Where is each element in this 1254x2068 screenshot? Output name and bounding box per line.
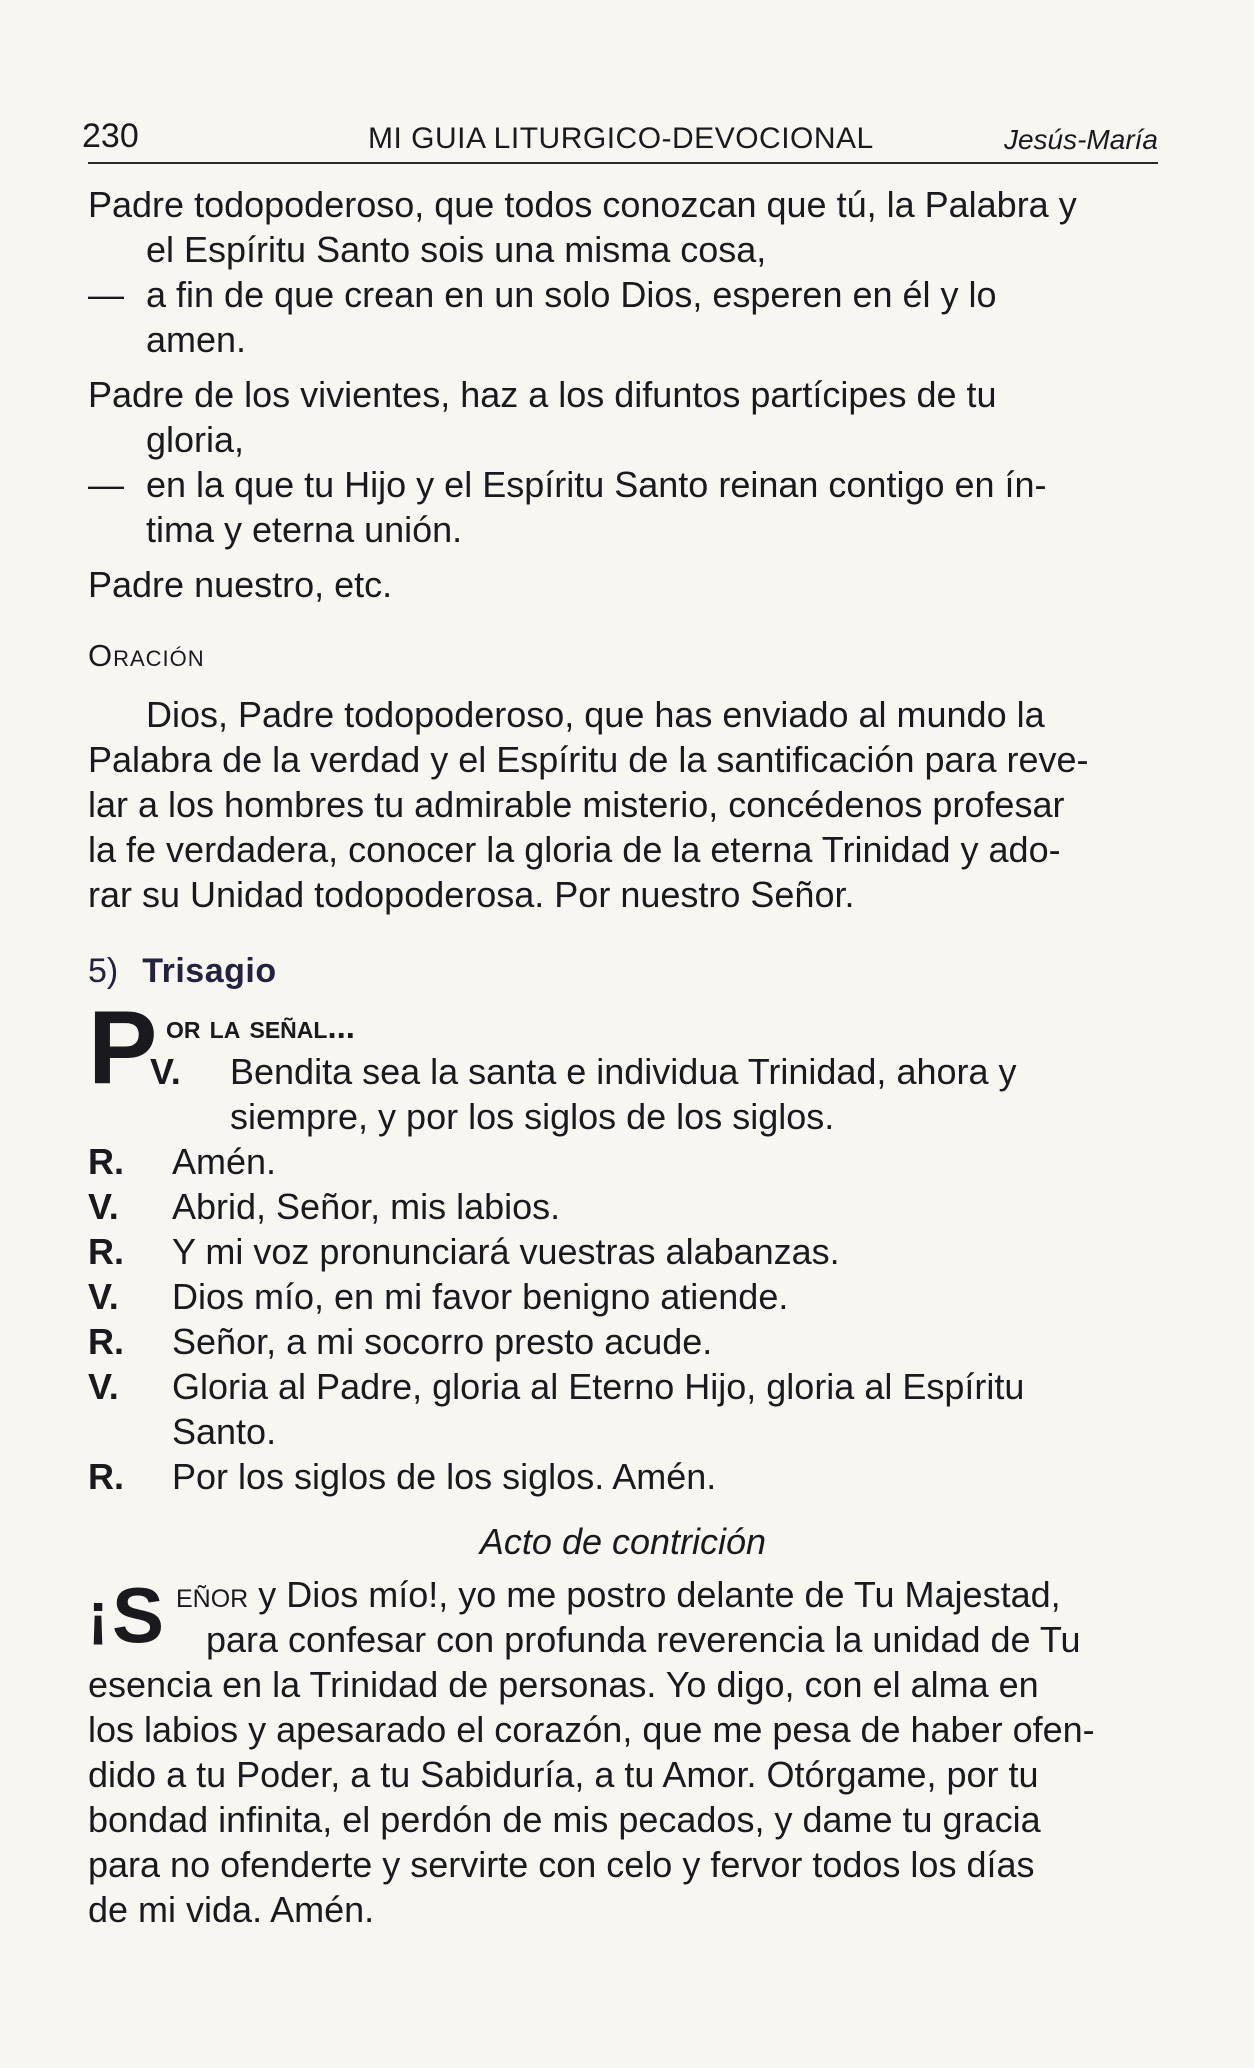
response-line: R. Señor, a mi socorro presto acude. bbox=[88, 1321, 713, 1362]
dash-mark: — bbox=[88, 274, 124, 315]
prayer-line: Palabra de la verdad y el Espíritu de la santificación para reve- bbox=[88, 739, 1089, 780]
prayer-line: la fe verdadera, conocer la gloria de la eterna Trinidad y ado- bbox=[88, 829, 1061, 870]
versicle-line: V. Abrid, Señor, mis labios. bbox=[88, 1186, 561, 1227]
versicle-mark: V. bbox=[88, 1276, 119, 1317]
response-line: tima y eterna unión. bbox=[146, 509, 463, 550]
drop-cap: P bbox=[88, 990, 158, 1106]
acto-text bbox=[88, 1572, 1158, 1932]
opening-line: or la señal... bbox=[166, 1008, 355, 1045]
response-mark: R. bbox=[88, 1321, 124, 1362]
response-line: — en la que tu Hijo y el Espíritu Santo reinan contigo en ín- bbox=[88, 464, 1047, 505]
response-line: — a fin de que crean en un solo Dios, esperen en él y lo bbox=[88, 274, 997, 315]
page-number: 230 bbox=[82, 117, 139, 155]
response-line: R. Por los siglos de los siglos. Amén. bbox=[88, 1456, 717, 1497]
acto-title: Acto de contrición bbox=[479, 1521, 767, 1562]
drop-cap: ¡S bbox=[88, 1571, 165, 1659]
acto-line: los labios y apesarado el corazón, que me pesa de haber ofen- bbox=[88, 1709, 1095, 1750]
prayer-line: Dios, Padre todopoderoso, que has enviado al mundo la bbox=[146, 694, 1045, 735]
prex-2 bbox=[88, 372, 1158, 552]
acto-line: para confesar con profunda reverencia la unidad de Tu bbox=[206, 1619, 1081, 1660]
prex-line: Padre de los vivientes, haz a los difuntos partícipes de tu bbox=[88, 374, 997, 415]
versicle-line: V. Dios mío, en mi favor benigno atiende. bbox=[88, 1276, 789, 1317]
header-title: MI GUIA LITURGICO-DEVOCIONAL bbox=[368, 122, 874, 155]
response-line: R. Y mi voz pronunciará vuestras alabanzas. bbox=[88, 1231, 840, 1272]
acto-line: bondad infinita, el perdón de mis pecados, y dame tu gracia bbox=[88, 1799, 1041, 1840]
prayer-line: rar su Unidad todopoderosa. Por nuestro Señor. bbox=[88, 874, 855, 915]
running-header bbox=[82, 117, 1158, 164]
prex-line: Padre todopoderoso, que todos conozcan que tú, la Palabra y bbox=[88, 184, 1077, 225]
versicle-mark: V. bbox=[88, 1366, 119, 1407]
versicle-line: V. Gloria al Padre, gloria al Eterno Hijo, gloria al Espíritu bbox=[88, 1366, 1025, 1407]
prex-line: gloria, bbox=[146, 419, 245, 460]
prex-1 bbox=[88, 182, 1158, 362]
section-name: Trisagio bbox=[142, 952, 277, 990]
prex-line: el Espíritu Santo sois una misma cosa, bbox=[146, 229, 767, 270]
prex-3 bbox=[88, 562, 1158, 607]
page-body bbox=[88, 182, 1158, 1932]
acto-line: dido a tu Poder, a tu Sabiduría, a tu Amor. Otórgame, por tu bbox=[88, 1754, 1039, 1795]
response-mark: R. bbox=[88, 1456, 124, 1497]
prex-line: Padre nuestro, etc. bbox=[88, 564, 393, 605]
response-mark: R. bbox=[88, 1231, 124, 1272]
versicle-line: siempre, y por los siglos de los siglos. bbox=[230, 1096, 835, 1137]
acto-line: para no ofenderte y servirte con celo y fervor todos los días bbox=[88, 1844, 1035, 1885]
response-line: R. Amén. bbox=[88, 1141, 277, 1182]
oracion-text bbox=[88, 692, 1158, 917]
inverted-exclamation: ¡ bbox=[88, 1581, 108, 1648]
section-number: 5) bbox=[88, 952, 119, 990]
versicle-mark: V. bbox=[88, 1186, 119, 1227]
trisagio-text bbox=[88, 990, 1158, 1499]
section-title bbox=[88, 949, 1158, 994]
response-mark: R. bbox=[88, 1141, 124, 1182]
oracion-heading: Oración bbox=[88, 638, 205, 673]
versicle-line: Santo. bbox=[172, 1411, 277, 1452]
acto-line: esencia en la Trinidad de personas. Yo digo, con el alma en bbox=[88, 1664, 1039, 1705]
header-publisher: Jesús-María bbox=[1003, 124, 1158, 155]
acto-line: eñor y Dios mío!, yo me postro delante de Tu Majestad, bbox=[176, 1574, 1061, 1615]
versicle-line: V. Bendita sea la santa e individua Trinidad, ahora y bbox=[150, 1051, 1017, 1092]
prayer-line: lar a los hombres tu admirable misterio, concédenos profesar bbox=[88, 784, 1065, 825]
acto-line: de mi vida. Amén. bbox=[88, 1889, 375, 1930]
response-line: amen. bbox=[146, 319, 247, 360]
dash-mark: — bbox=[88, 464, 124, 505]
versicle-mark: V. bbox=[150, 1051, 181, 1092]
